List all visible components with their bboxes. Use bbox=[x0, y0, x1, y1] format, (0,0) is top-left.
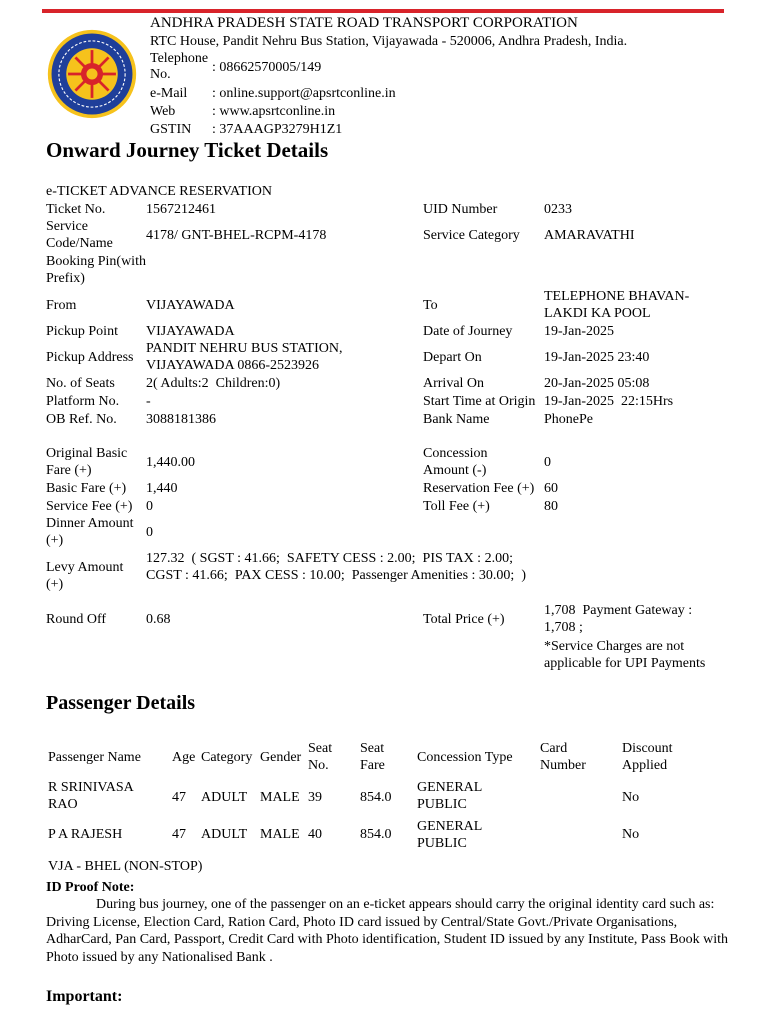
depart-label: Depart On bbox=[423, 350, 482, 365]
basic-fare-value: 1,440 bbox=[146, 481, 178, 496]
from-label: From bbox=[46, 298, 77, 313]
ticket-title: Onward Journey Ticket Details bbox=[46, 138, 329, 162]
apsrtc-logo bbox=[46, 28, 138, 120]
passenger-1-discount: No bbox=[622, 790, 640, 805]
arrival-value: 20-Jan-2025 05:08 bbox=[544, 376, 650, 391]
id-proof-title: ID Proof Note: bbox=[46, 880, 135, 895]
passenger-2-discount: No bbox=[622, 827, 640, 842]
passenger-1-gender: MALE bbox=[260, 790, 300, 805]
ticket-no-label: Ticket No. bbox=[46, 202, 106, 217]
uid-label: UID Number bbox=[423, 202, 498, 217]
toll-value: 80 bbox=[544, 499, 558, 514]
header-seat-no: Seat No. bbox=[308, 741, 333, 773]
ticket-type: e-TICKET ADVANCE RESERVATION bbox=[46, 184, 272, 199]
total-value: 1,708 Payment Gateway : 1,708 ; bbox=[544, 603, 696, 635]
passenger-2-gender: MALE bbox=[260, 827, 300, 842]
web-value[interactable]: : www.apsrtconline.in bbox=[212, 104, 336, 119]
dinner-value: 0 bbox=[146, 525, 153, 540]
toll-label: Toll Fee (+) bbox=[423, 499, 490, 514]
platform-value: - bbox=[146, 394, 151, 409]
pickup-point-value: VIJAYAWADA bbox=[146, 324, 235, 339]
passenger-2-category: ADULT bbox=[201, 827, 248, 842]
passenger-1-category: ADULT bbox=[201, 790, 248, 805]
pickup-point-label: Pickup Point bbox=[46, 324, 118, 339]
start-value: 19-Jan-2025 22:15Hrs bbox=[544, 394, 674, 409]
reservation-label: Reservation Fee (+) bbox=[423, 481, 535, 496]
passenger-2-seat: 40 bbox=[308, 827, 322, 842]
seats-value: 2( Adults:2 Children:0) bbox=[146, 376, 281, 391]
ticket-no-value: 1567212461 bbox=[146, 202, 216, 217]
dinner-label: Dinner Amount (+) bbox=[46, 516, 134, 548]
passenger-1-age: 47 bbox=[172, 790, 186, 805]
telephone-value: : 08662570005/149 bbox=[212, 60, 322, 75]
pickup-address-value: PANDIT NEHRU BUS STATION, VIJAYAWADA 0866-2523926 bbox=[146, 341, 343, 373]
service-code-label: Service Code/Name bbox=[46, 219, 113, 251]
ob-value: 3088181386 bbox=[146, 412, 216, 427]
date-value: 19-Jan-2025 bbox=[544, 324, 614, 339]
service-fee-value: 0 bbox=[146, 499, 153, 514]
passenger-1-fare: 854.0 bbox=[360, 790, 392, 805]
uid-value: 0233 bbox=[544, 202, 572, 217]
bank-value: PhonePe bbox=[544, 412, 593, 427]
booking-pin-label: Booking Pin(with Prefix) bbox=[46, 254, 146, 286]
passenger-2-concession: GENERAL PUBLIC bbox=[417, 819, 482, 851]
bank-label: Bank Name bbox=[423, 412, 490, 427]
route-text: VJA - BHEL (NON-STOP) bbox=[48, 859, 203, 874]
orig-basic-label: Original Basic Fare (+) bbox=[46, 446, 128, 478]
web-label: Web bbox=[150, 104, 176, 119]
ob-label: OB Ref. No. bbox=[46, 412, 117, 427]
passenger-2-age: 47 bbox=[172, 827, 186, 842]
header-card-number: Card Number bbox=[540, 741, 586, 773]
concession-label: Concession Amount (-) bbox=[423, 446, 488, 478]
arrival-label: Arrival On bbox=[423, 376, 485, 391]
gstin-value: : 37AAAGP3279H1Z1 bbox=[212, 122, 343, 137]
service-category-label: Service Category bbox=[423, 228, 520, 243]
service-charges-note: *Service Charges are not applicable for UPI Payments bbox=[544, 639, 706, 671]
header-category: Category bbox=[201, 750, 253, 765]
levy-label: Levy Amount (+) bbox=[46, 560, 124, 592]
concession-value: 0 bbox=[544, 455, 551, 470]
telephone-label: Telephone No. bbox=[150, 51, 209, 82]
basic-fare-label: Basic Fare (+) bbox=[46, 481, 127, 496]
important-title: Important: bbox=[46, 988, 123, 1005]
seats-label: No. of Seats bbox=[46, 376, 115, 391]
round-off-label: Round Off bbox=[46, 612, 107, 627]
depart-value: 19-Jan-2025 23:40 bbox=[544, 350, 650, 365]
gstin-label: GSTIN bbox=[150, 122, 192, 137]
header-concession-type: Concession Type bbox=[417, 750, 513, 765]
total-label: Total Price (+) bbox=[423, 612, 505, 627]
passenger-1-name: R SRINIVASA RAO bbox=[48, 780, 133, 812]
header-discount-applied: Discount Applied bbox=[622, 741, 673, 773]
orig-basic-value: 1,440.00 bbox=[146, 455, 195, 470]
reservation-value: 60 bbox=[544, 481, 558, 496]
from-value: VIJAYAWADA bbox=[146, 298, 235, 313]
header-passenger-name: Passenger Name bbox=[48, 750, 141, 765]
passenger-2-name: P A RAJESH bbox=[48, 827, 123, 842]
to-value: TELEPHONE BHAVAN-LAKDI KA POOL bbox=[544, 289, 690, 321]
to-label: To bbox=[423, 298, 438, 313]
passenger-2-fare: 854.0 bbox=[360, 827, 392, 842]
service-fee-label: Service Fee (+) bbox=[46, 499, 133, 514]
email-label: e-Mail bbox=[150, 86, 188, 101]
org-name: ANDHRA PRADESH STATE ROAD TRANSPORT CORPORATION bbox=[150, 15, 578, 31]
header-age: Age bbox=[172, 750, 196, 765]
pickup-address-label: Pickup Address bbox=[46, 350, 134, 365]
platform-label: Platform No. bbox=[46, 394, 120, 409]
id-proof-text: During bus journey, one of the passenger on an e-ticket appears should carry the original identity card such as: Driving License, Election Card, Ration Card, Photo ID card issued by Central/State Govt./Private Organisations, AdharCard, Pan Card, Passport, Credit Card with Photo identification, Student ID issued by any Institute, Pass Book with Photo issued by any Nationalised Bank . bbox=[46, 897, 729, 965]
service-category-value: AMARAVATHI bbox=[544, 228, 635, 243]
service-code-value: 4178/ GNT-BHEL-RCPM-4178 bbox=[146, 228, 327, 243]
passenger-1-seat: 39 bbox=[308, 790, 322, 805]
org-address: RTC House, Pandit Nehru Bus Station, Vijayawada - 520006, Andhra Pradesh, India. bbox=[150, 34, 628, 49]
passenger-1-concession: GENERAL PUBLIC bbox=[417, 780, 482, 812]
levy-value: 127.32 ( SGST : 41.66; SAFETY CESS : 2.00; PIS TAX : 2.00; CGST : 41.66; PAX CESS : 10.00; Passenger Amenities : 30.00; ) bbox=[146, 551, 526, 583]
round-off-value: 0.68 bbox=[146, 612, 171, 627]
start-label: Start Time at Origin bbox=[423, 394, 536, 409]
date-label: Date of Journey bbox=[423, 324, 513, 339]
header-gender: Gender bbox=[260, 750, 302, 765]
passenger-details-title: Passenger Details bbox=[46, 692, 196, 714]
email-value[interactable]: : online.support@apsrtconline.in bbox=[212, 86, 396, 101]
header-red-bar bbox=[42, 9, 724, 13]
header-seat-fare: Seat Fare bbox=[360, 741, 385, 773]
